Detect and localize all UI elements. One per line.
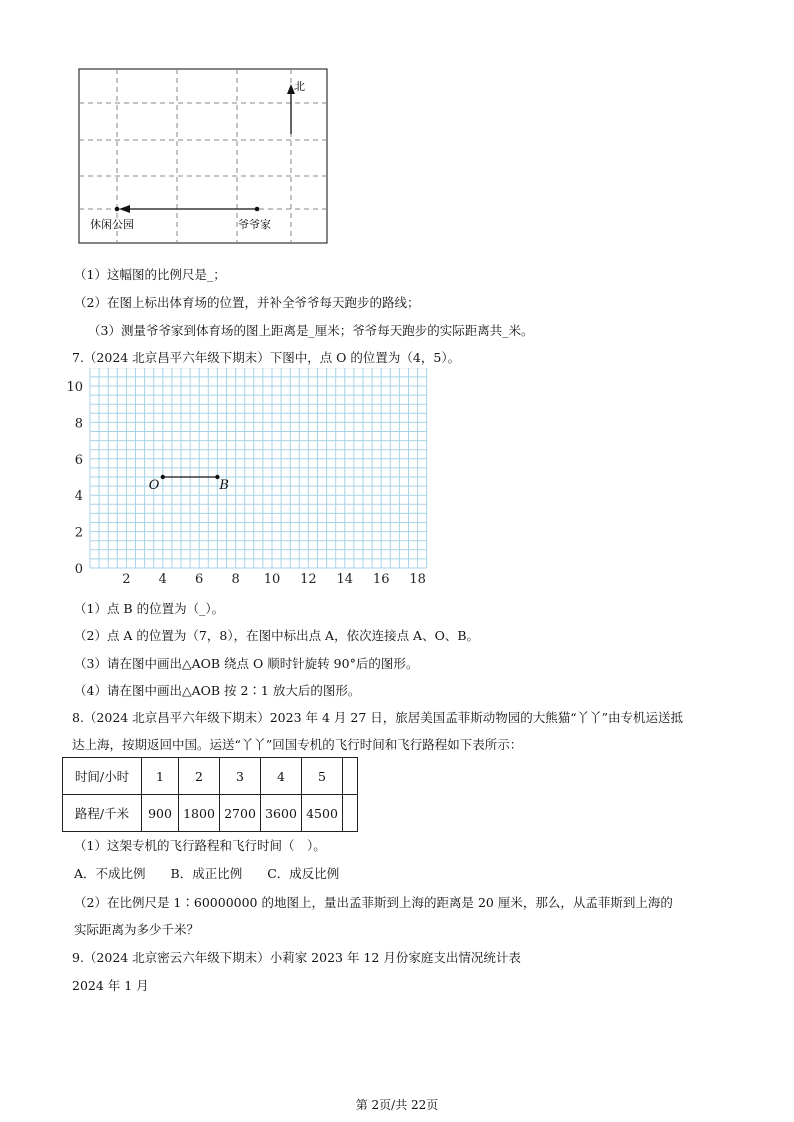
q8-sub2-line2: 实际距离为多少千米？: [74, 922, 200, 937]
q9-title: 9.（2024 北京密云六年级下期末）小莉家 2023 年 12 月份家庭支出情况统计表: [72, 950, 521, 965]
x-tick-label: 14: [336, 572, 354, 587]
q7-sub4: （4）请在图中画出△AOB 按 2∶1 放大后的图形。: [74, 683, 361, 698]
table-cell: 4500: [302, 795, 343, 832]
table-cell: 2: [179, 758, 220, 795]
point-B-label: B: [219, 478, 229, 493]
y-tick-label: 2: [74, 525, 83, 541]
q8-title-line1: 8.（2024 北京昌平六年级下期末）2023 年 4 月 27 日，旅居美国孟菲斯动物园的大熊猫“丫丫”由专机运送抵: [72, 710, 684, 725]
q8-sub1: （1）这架专机的飞行路程和飞行时间（ ）。: [74, 838, 326, 853]
y-tick-label: 10: [66, 380, 83, 395]
y-tick-label: 8: [74, 416, 83, 432]
home-label: 爷爷家: [238, 218, 271, 231]
flight-table: [62, 757, 358, 832]
park-dot: [115, 207, 120, 212]
table-cell: [343, 758, 358, 795]
x-tick-label: 2: [122, 572, 131, 587]
q7-sub2: （2）点 A 的位置为（7，8），在图中标出点 A，依次连接点 A、O、B。: [74, 628, 480, 643]
y-tick-label: 0: [74, 562, 83, 577]
point-O-label: O: [148, 478, 160, 493]
table-cell: 900: [142, 795, 179, 832]
table-cell: 1: [142, 758, 179, 795]
x-tick-label: 12: [300, 572, 317, 587]
table-cell: 1800: [179, 795, 220, 832]
table-cell: 3: [220, 758, 261, 795]
table-row: [63, 795, 358, 832]
table-cell: 4: [261, 758, 302, 795]
table-cell: 3600: [261, 795, 302, 832]
q7-sub1: （1）点 B 的位置为（_）。: [74, 601, 225, 616]
q7-sub3: （3）请在图中画出△AOB 绕点 O 顺时针旋转 90°后的图形。: [74, 656, 419, 671]
home-dot: [255, 207, 260, 212]
x-tick-label: 16: [372, 572, 390, 587]
q8-sub2-line1: （2）在比例尺是 1∶60000000 的地图上，量出孟菲斯到上海的距离是 20 厘米，那么，从孟菲斯到上海的: [74, 895, 673, 910]
x-tick-label: 10: [263, 572, 281, 587]
q6-sub2: （2）在图上标出体育场的位置，并补全爷爷每天跑步的路线；: [74, 295, 420, 310]
q8-title-line2: 达上海，按期返回中国。运送“丫丫”回国专机的飞行时间和飞行路程如下表所示：: [72, 737, 523, 752]
page-footer: 第 2页/共 22页: [355, 1098, 439, 1112]
table-header-time: 时间/小时: [63, 758, 142, 795]
x-tick-label: 6: [195, 572, 204, 587]
y-tick-label: 4: [74, 489, 83, 505]
q9-date: 2024 年 1 月: [72, 978, 149, 993]
q8-choices: A．不成比例 B．成正比例 C．成反比例: [74, 866, 340, 881]
x-tick-label: 18: [409, 572, 426, 587]
x-tick-label: 4: [158, 572, 167, 587]
point-O-dot: [161, 475, 165, 479]
y-tick-label: 6: [74, 452, 83, 468]
north-label: 北: [294, 80, 305, 93]
table-header-distance: 路程/千米: [63, 795, 142, 832]
table-cell: 2700: [220, 795, 261, 832]
coordinate-grid: [60, 368, 445, 590]
table-cell: 5: [302, 758, 343, 795]
park-label: 休闲公园: [90, 218, 134, 231]
q7-title: 7.（2024 北京昌平六年级下期末）下图中，点 O 的位置为（4，5）。: [72, 350, 461, 365]
x-tick-label: 8: [231, 572, 240, 587]
table-row: [63, 758, 358, 795]
q6-sub1: （1）这幅图的比例尺是_；: [74, 267, 226, 282]
table-cell: [343, 795, 358, 832]
map-figure: [78, 68, 330, 246]
q6-sub3: （3）测量爷爷家到体育场的图上距离是_厘米；爷爷每天跑步的实际距离共_米。: [88, 323, 534, 338]
